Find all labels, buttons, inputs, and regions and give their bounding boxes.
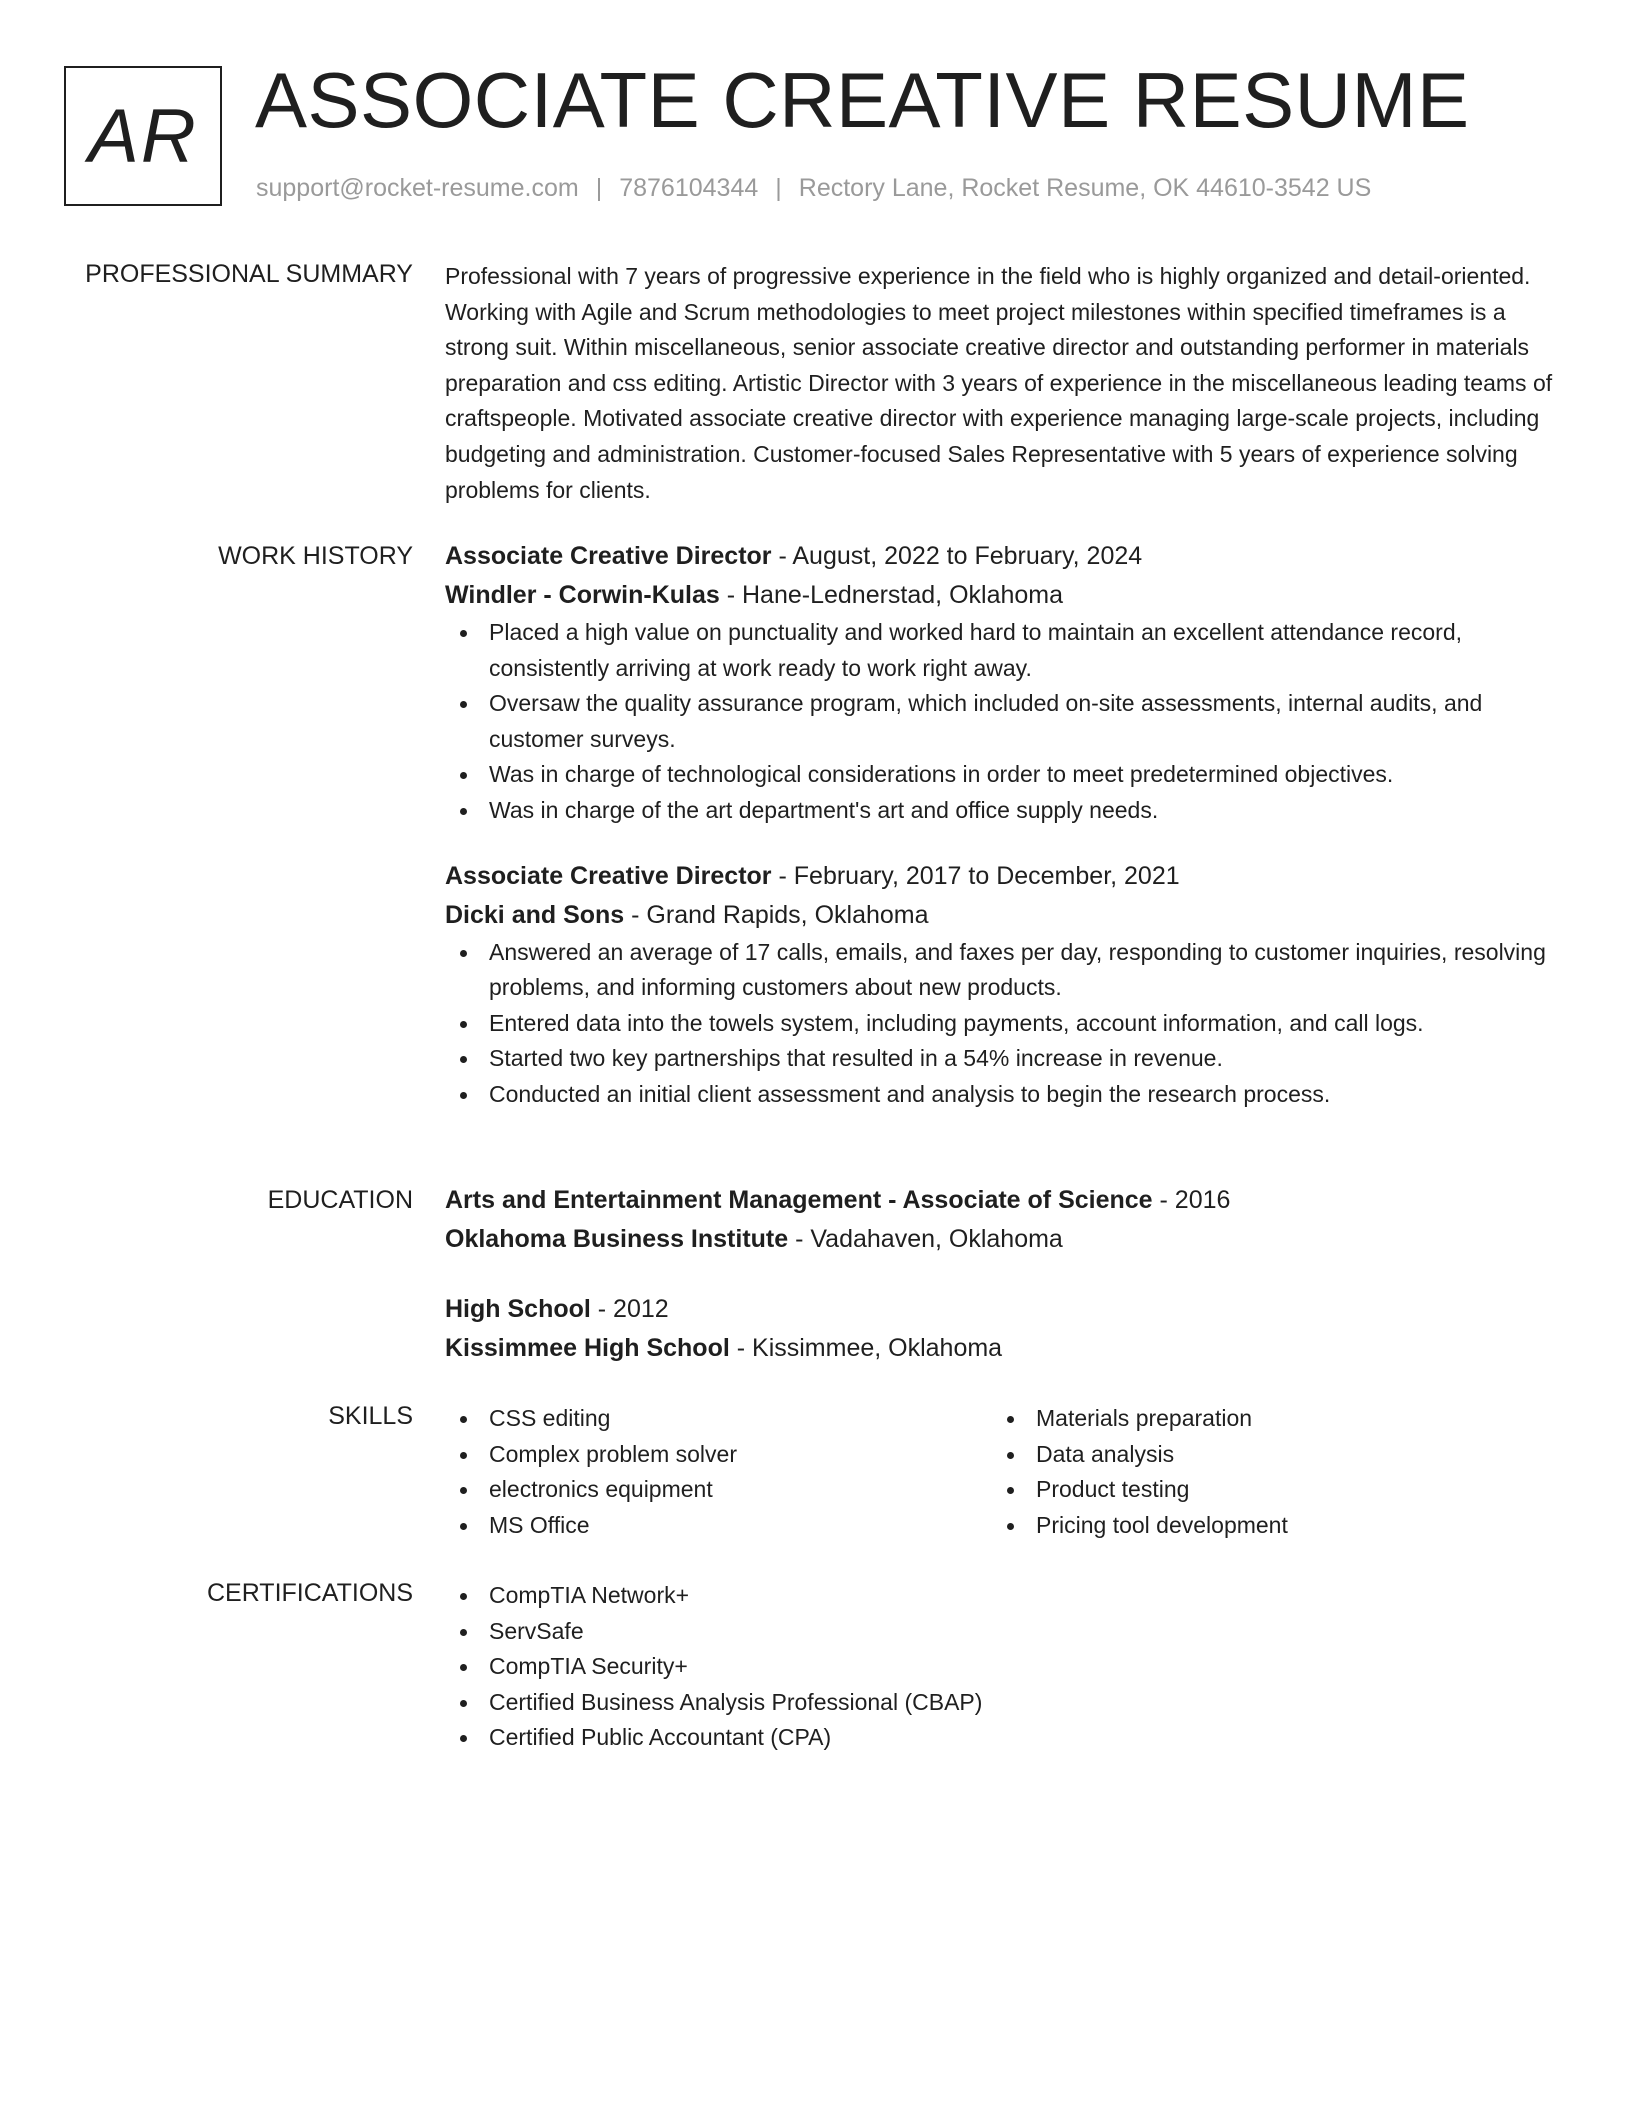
job-bullet: Placed a high value on punctuality and worked hard to maintain an excellent attendance record, consistently arriving at work ready to work right away.: [445, 615, 1555, 686]
education-school-line: [445, 1329, 1555, 1368]
job-location: - Grand Rapids, Oklahoma: [624, 900, 929, 929]
summary-text: Professional with 7 years of progressive experience in the field who is highly organized and detail-oriented. Working with Agile and Scrum methodologies to meet project milestones within specified timeframes is a strong suit. Within miscellaneous, senior associate creative director and outstanding performer in materials preparation and css editing. Artistic Director with 3 years of experience in the miscellaneous leading teams of craftspeople. Motivated associate creative director with experience managing large-scale projects, including budgeting and administration. Customer-focused Sales Representative with 5 years of experience solving problems for clients.: [445, 263, 1553, 503]
job-bullet-list: [445, 615, 1555, 829]
job-entry: [445, 857, 1555, 1113]
skill-item: Materials preparation: [992, 1401, 1539, 1437]
skill-item: Product testing: [992, 1472, 1539, 1508]
education-year: - 2012: [590, 1295, 669, 1323]
skill-item: Data analysis: [992, 1437, 1539, 1473]
education-degree: High School: [445, 1295, 591, 1323]
contact-line: [256, 174, 1371, 203]
job-title-line: [445, 857, 1555, 896]
contact-email: support@rocket-resume.com: [256, 174, 579, 202]
summary-heading: PROFESSIONAL SUMMARY: [85, 260, 413, 288]
skill-item: CSS editing: [445, 1401, 992, 1437]
contact-separator: |: [775, 174, 782, 202]
skills-list-right: [992, 1401, 1539, 1543]
skills-columns: [445, 1401, 1555, 1543]
job-bullet: Conducted an initial client assessment and analysis to begin the research process.: [445, 1077, 1555, 1113]
work-history-heading: WORK HISTORY: [218, 542, 413, 570]
job-bullet: Oversaw the quality assurance program, which included on-site assessments, internal audits, and customer surveys.: [445, 686, 1555, 757]
education-school: Oklahoma Business Institute: [445, 1225, 789, 1253]
education-degree: Arts and Entertainment Management - Associate of Science: [445, 1186, 1153, 1214]
education-heading: EDUCATION: [267, 1186, 413, 1214]
monogram-initials: AR: [88, 93, 198, 179]
contact-address: Rectory Lane, Rocket Resume, OK 44610-3542 US: [798, 174, 1372, 202]
monogram-box: [64, 66, 222, 206]
page-title: ASSOCIATE CREATIVE RESUME: [255, 56, 1470, 144]
contact-phone: 7876104344: [619, 174, 759, 202]
job-dates: - February, 2017 to December, 2021: [771, 861, 1180, 890]
skill-item: Pricing tool development: [992, 1508, 1539, 1544]
job-company-line: [445, 576, 1555, 615]
job-bullet: Entered data into the towels system, including payments, account information, and call logs.: [445, 1006, 1555, 1042]
education-school: Kissimmee High School: [445, 1334, 730, 1362]
certification-item: Certified Business Analysis Professional (CBAP): [445, 1685, 1555, 1721]
skills-list-left: [445, 1401, 992, 1543]
certification-item: CompTIA Network+: [445, 1578, 1555, 1614]
certification-item: CompTIA Security+: [445, 1649, 1555, 1685]
education-location: - Kissimmee, Oklahoma: [729, 1334, 1003, 1362]
job-bullet-list: [445, 935, 1555, 1113]
education-school-line: [445, 1220, 1555, 1259]
job-title: Associate Creative Director: [445, 542, 772, 570]
job-company: Windler - Corwin-Kulas: [445, 581, 720, 609]
job-bullet: Answered an average of 17 calls, emails, and faxes per day, responding to customer inquiries, resolving problems, and informing customers about new products.: [445, 935, 1555, 1006]
job-company-line: [445, 896, 1555, 935]
job-bullet: Was in charge of technological considerations in order to meet predetermined objectives.: [445, 757, 1555, 793]
education-location: - Vadahaven, Oklahoma: [788, 1225, 1063, 1253]
education-entry: [445, 1290, 1555, 1368]
skills-heading: SKILLS: [328, 1402, 413, 1430]
job-title: Associate Creative Director: [445, 861, 772, 890]
job-bullet: Was in charge of the art department's art and office supply needs.: [445, 793, 1555, 829]
job-dates: - August, 2022 to February, 2024: [771, 542, 1143, 570]
contact-separator: |: [595, 174, 603, 202]
education-entry: [445, 1181, 1555, 1259]
job-entry: [445, 537, 1555, 829]
education-degree-line: [445, 1290, 1555, 1329]
certification-item: ServSafe: [445, 1614, 1555, 1650]
skill-item: electronics equipment: [445, 1472, 992, 1508]
job-title-line: [445, 537, 1555, 576]
certification-item: Certified Public Accountant (CPA): [445, 1720, 1555, 1756]
certifications-heading: CERTIFICATIONS: [206, 1579, 413, 1607]
certifications-list: [445, 1578, 1555, 1756]
education-degree-line: [445, 1181, 1555, 1220]
skill-item: MS Office: [445, 1508, 992, 1544]
job-company: Dicki and Sons: [445, 900, 625, 929]
job-bullet: Started two key partnerships that resulted in a 54% increase in revenue.: [445, 1041, 1555, 1077]
job-location: - Hane-Lednerstad, Oklahoma: [719, 581, 1064, 609]
skill-item: Complex problem solver: [445, 1437, 992, 1473]
education-year: - 2016: [1152, 1186, 1231, 1214]
